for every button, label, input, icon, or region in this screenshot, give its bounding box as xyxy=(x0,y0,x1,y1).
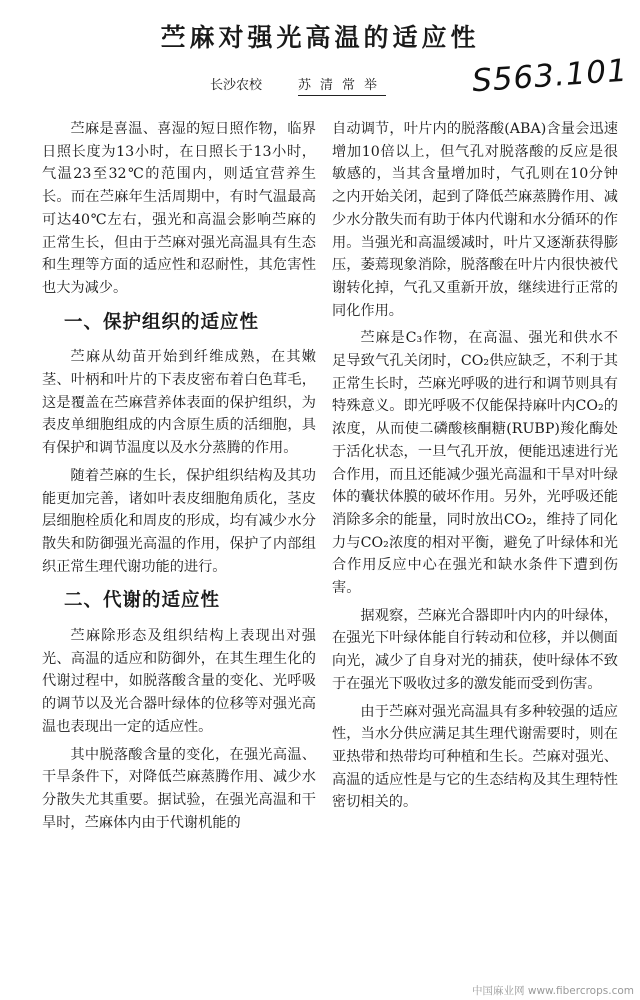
left-column xyxy=(42,118,316,839)
authors: 苏清常举 xyxy=(298,74,386,96)
paragraph: 据观察，苎麻光合器即叶内内的叶绿体，在强光下叶绿体能自行转动和位移，并以侧面向光，减少了自身对光的捕获，使叶绿体不致于在强光下吸收过多的激发能而受到伤害。 xyxy=(332,607,618,692)
paragraph-continued: 自动调节，叶片内的脱落酸(ABA)含量会迅速增加10倍以上，但气孔对脱落酸的反应是很敏感的，当其含量增加时，气孔则在10分钟之内开始关闭，起到了降低苎麻蒸腾作用、减少水分散失而有助于体内代谢和水分循环的作用。当强光和高温缓减时，叶片又逐渐获得膨压，萎蔫现象消除，脱落酸在叶片内很快被代谢转化掉，气孔又重新开放，继续进行正常的同化作用。 xyxy=(332,121,618,319)
handwritten-classification-code: S563.101 xyxy=(471,52,630,100)
paragraph: 其中脱落酸含量的变化，在强光高温、干旱条件下，对降低苎麻蒸腾作用、减少水分散失尤其重要。据试验，在强光高温和干旱时，苎麻体内由于代谢机能的 xyxy=(42,746,316,831)
paragraph: 苎麻除形态及组织结构上表现出对强光、高温的适应和防御外，在其生理生化的代谢过程中，如脱落酸含量的变化、光呼吸的调节以及光合器叶绿体的位移等对强光高温也表现出一定的适应性。 xyxy=(42,628,316,735)
paragraph: 苎麻从幼苗开始到纤维成熟，在其嫩茎、叶柄和叶片的下表皮密布着白色茸毛，这是覆盖在苎麻营养体表面的保护组织，为表皮单细胞组成的内含原生质的活细胞，具有保护和调节温度以及水分蒸腾的作用。 xyxy=(42,349,316,457)
affiliation: 长沙农校 xyxy=(210,78,263,93)
article-title: 苎麻对强光高温的适应性 xyxy=(160,23,480,52)
paragraph: 随着苎麻的生长，保护组织结构及其功能更加完善，诸如叶表皮细胞角质化，茎皮层细胞栓质化和周皮的形成，均有减少水分散失和防御强光高温的作用，保护了内部组织正常生理代谢功能的进行。 xyxy=(42,467,316,575)
paragraph: 由于苎麻对强光高温具有多种较强的适应性，当水分供应满足其生理代谢需要时，则在亚热带和热带均可种植和生长。苎麻对强光、高温的适应性是与它的生态结构及其生理特性密切相关的。 xyxy=(332,703,618,811)
paragraph: 苎麻是C₃作物，在高温、强光和供水不足导致气孔关闭时，CO₂供应缺乏，不利于其正常生长时，苎麻光呼吸的进行和调节则具有特殊意义。即光呼吸不仅能保持麻叶内CO₂的浓度，从而使二磷酸核酮糖(RUBP)羧化酶处于活化状态，一旦气孔开放，便能迅速进行光合作用，而且还能减少强光高温和干旱对叶绿体的囊状体膜的破坏作用。另外，光呼吸还能消除多余的能量，同时放出CO₂，维持了同化力与CO₂浓度的相对平衡，避免了叶绿体和光合作用反应中心在强光和缺水条件下遭到伤害。 xyxy=(332,330,618,597)
section-heading-protective-tissue: 一、保护组织的适应性 xyxy=(64,311,260,333)
site-watermark: 中国麻业网 www.fibercrops.com xyxy=(472,985,634,997)
section-heading-metabolism: 二、代谢的适应性 xyxy=(64,590,221,612)
right-column xyxy=(332,118,618,819)
intro-paragraph: 苎麻是喜温、喜湿的短日照作物，临界日照长度为13小时，在日照长于13小时，气温23至32℃的范围内，则适宜营养生长。而在苎麻年生活周期中，有时气温最高可达40℃左右，强光和高温会影响苎麻的正常生长，但由于苎麻对强光高温具有生态和生理等方面的适应性和忍耐性，其危害性也大为减少。 xyxy=(42,121,316,296)
